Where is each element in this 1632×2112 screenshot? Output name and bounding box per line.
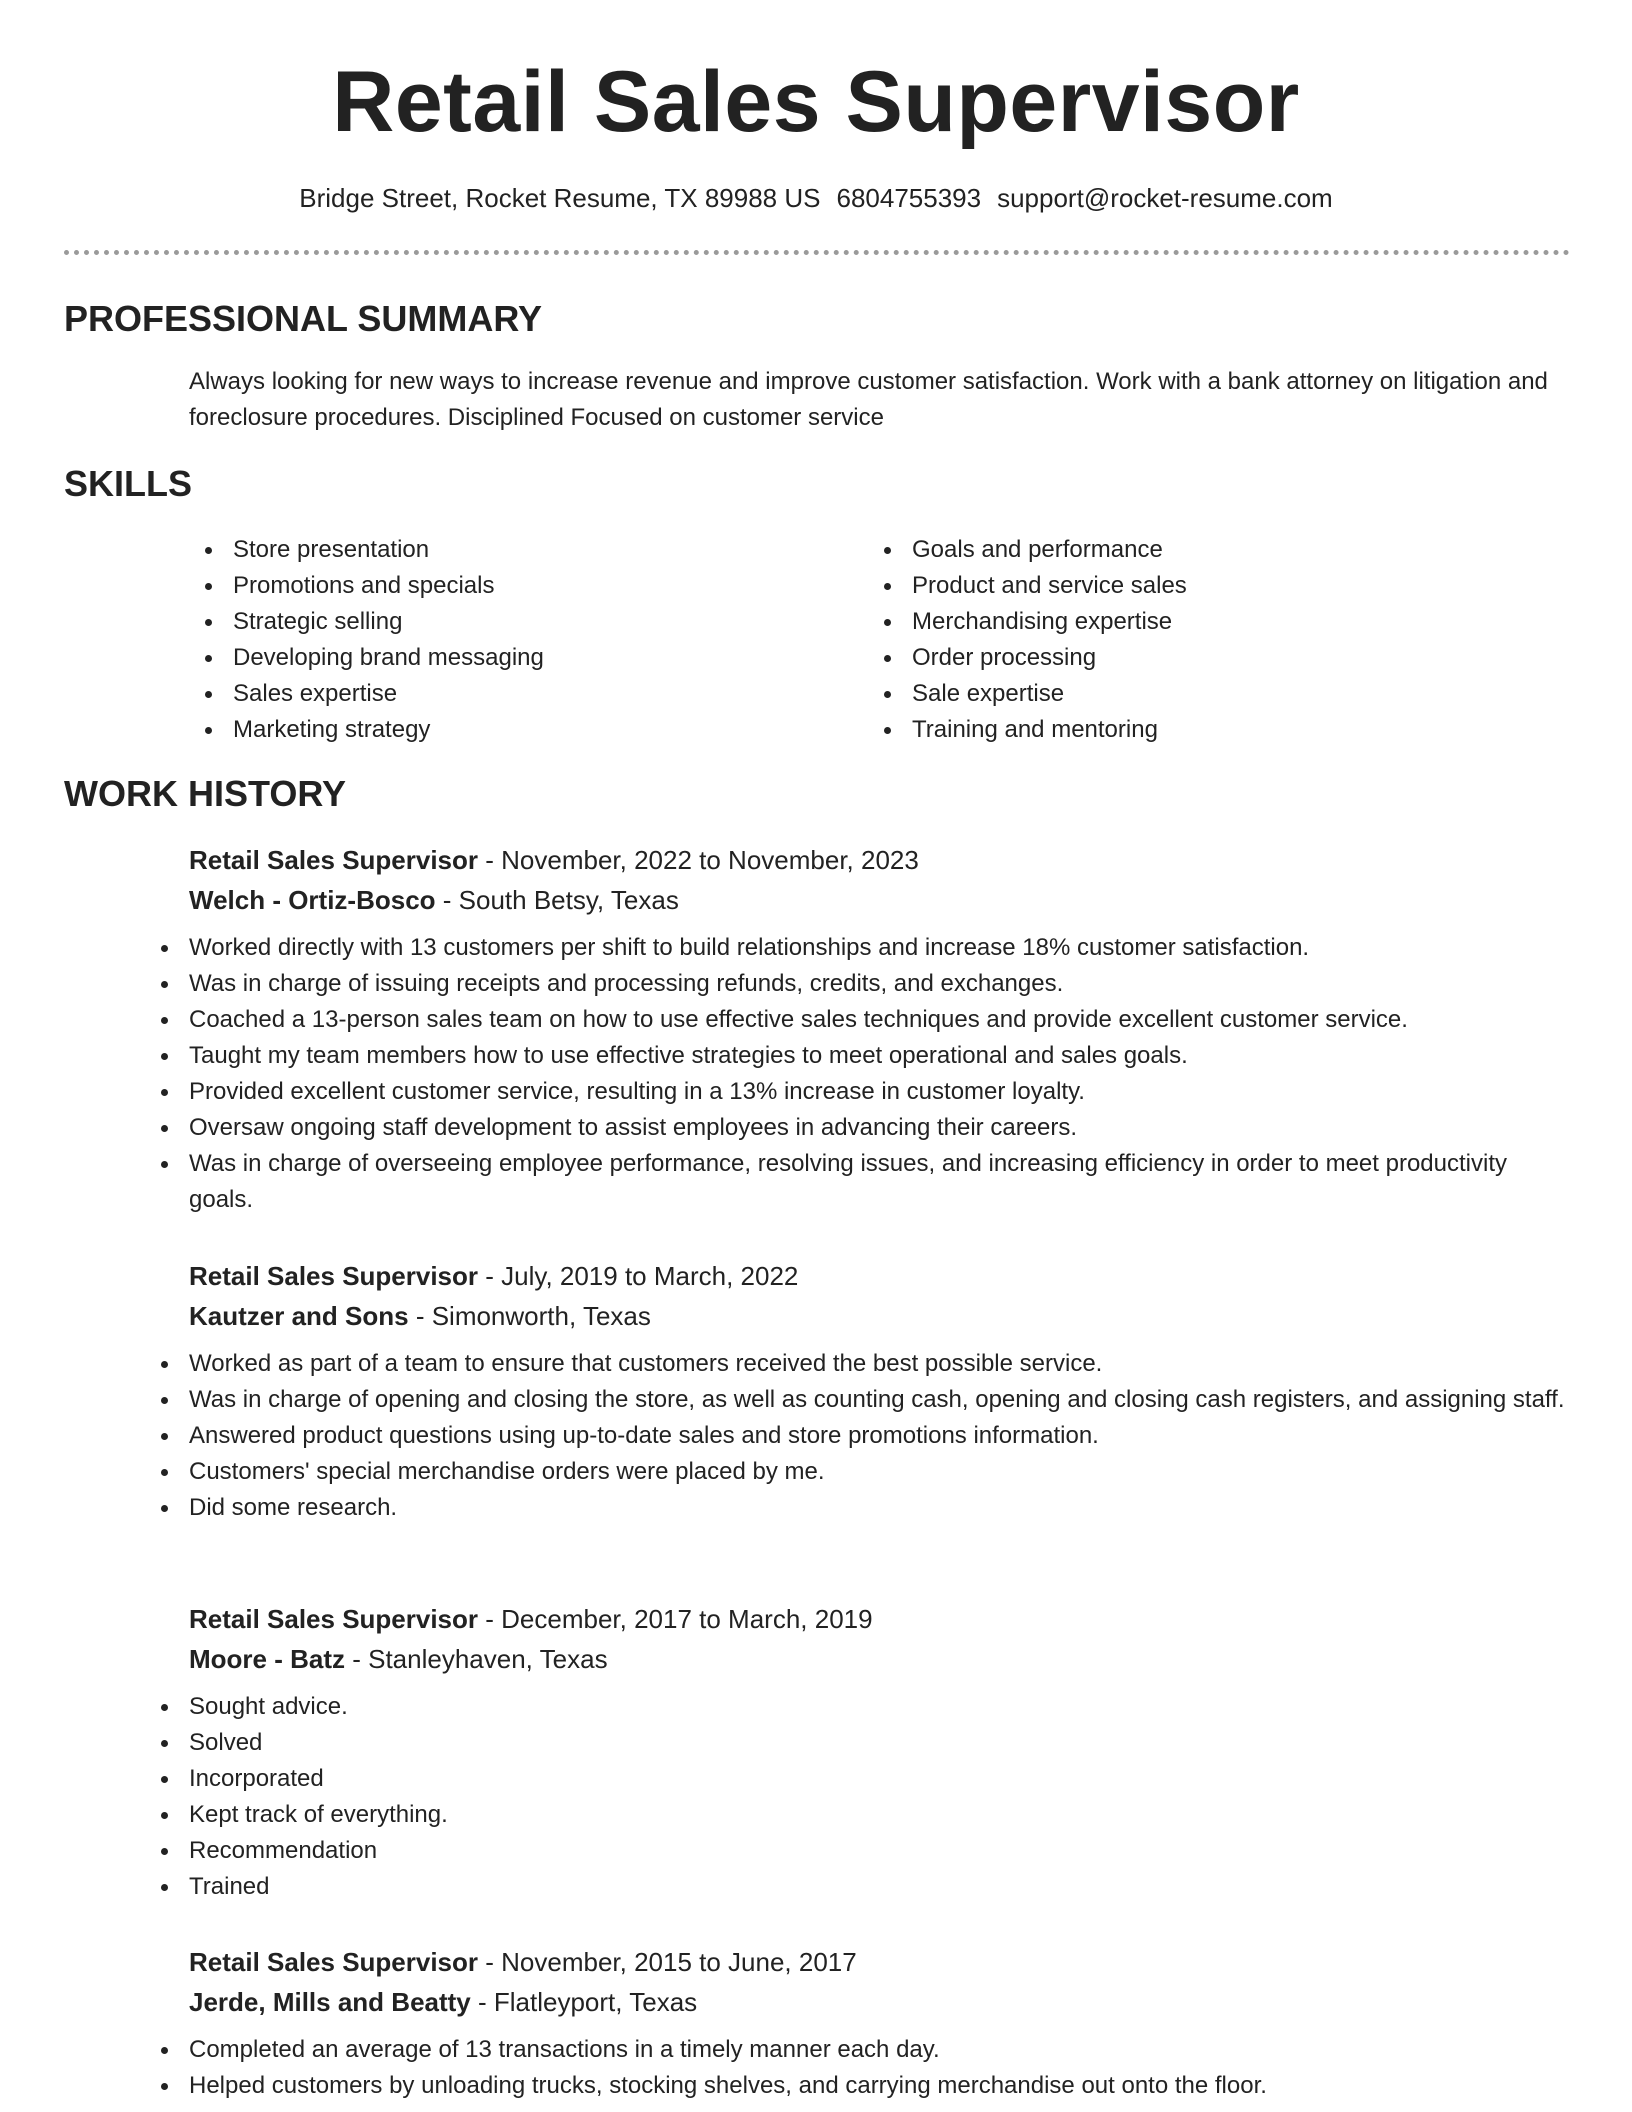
job-entry xyxy=(189,840,1569,1218)
list-item: Promotions and specials xyxy=(189,568,829,604)
list-item: Training and mentoring xyxy=(868,712,1508,748)
job-company-line xyxy=(189,1296,1569,1336)
list-item: Solved xyxy=(145,1725,1569,1761)
list-item: Was in charge of overseeing employee performance, resolving issues, and increasing efficiency in order to meet productivity goals. xyxy=(145,1146,1569,1218)
job-bullets xyxy=(145,2032,1569,2104)
job-location: - South Betsy, Texas xyxy=(435,885,679,915)
contact-address: Bridge Street, Rocket Resume, TX 89988 US xyxy=(299,183,821,213)
work-history-title: WORK HISTORY xyxy=(64,773,347,814)
list-item: Developing brand messaging xyxy=(189,640,829,676)
job-company: Moore - Batz xyxy=(189,1644,345,1674)
job-role: Retail Sales Supervisor xyxy=(189,1604,479,1634)
job-entry xyxy=(189,1599,1569,1905)
contact-phone: 6804755393 xyxy=(836,183,982,213)
list-item: Kept track of everything. xyxy=(145,1797,1569,1833)
job-role: Retail Sales Supervisor xyxy=(189,1261,479,1291)
job-bullets xyxy=(145,930,1569,1218)
list-item: Taught my team members how to use effective strategies to meet operational and sales goals. xyxy=(145,1038,1569,1074)
list-item: Product and service sales xyxy=(868,568,1508,604)
list-item: Completed an average of 13 transactions in a timely manner each day. xyxy=(145,2032,1569,2068)
list-item: Marketing strategy xyxy=(189,712,829,748)
job-entry xyxy=(189,1256,1569,1526)
job-company: Welch - Ortiz-Bosco xyxy=(189,885,436,915)
skills-list-right xyxy=(868,532,1508,748)
list-item: Trained xyxy=(145,1869,1569,1905)
job-company-line xyxy=(189,1982,1569,2022)
list-item: Worked as part of a team to ensure that customers received the best possible service. xyxy=(145,1346,1569,1382)
list-item: Incorporated xyxy=(145,1761,1569,1797)
job-title-line xyxy=(189,1599,1569,1639)
list-item: Recommendation xyxy=(145,1833,1569,1869)
contact-email: support@rocket-resume.com xyxy=(997,183,1333,213)
list-item: Answered product questions using up-to-date sales and store promotions information. xyxy=(145,1418,1569,1454)
list-item: Strategic selling xyxy=(189,604,829,640)
summary-title: PROFESSIONAL SUMMARY xyxy=(64,298,543,339)
job-bullets xyxy=(145,1346,1569,1526)
contact-line xyxy=(0,180,1632,216)
list-item: Was in charge of issuing receipts and processing refunds, credits, and exchanges. xyxy=(145,966,1569,1002)
header-divider xyxy=(64,250,1570,255)
list-item: Sought advice. xyxy=(145,1689,1569,1725)
list-item: Provided excellent customer service, resulting in a 13% increase in customer loyalty. xyxy=(145,1074,1569,1110)
job-company: Kautzer and Sons xyxy=(189,1301,409,1331)
job-bullets xyxy=(145,1689,1569,1905)
job-dates: - July, 2019 to March, 2022 xyxy=(478,1261,799,1291)
job-title-line xyxy=(189,1942,1569,1982)
job-role: Retail Sales Supervisor xyxy=(189,1947,479,1977)
job-company-line xyxy=(189,1639,1569,1679)
list-item: Merchandising expertise xyxy=(868,604,1508,640)
list-item: Helped customers by unloading trucks, stocking shelves, and carrying merchandise out onto the floor. xyxy=(145,2068,1569,2104)
job-company-line xyxy=(189,880,1569,920)
job-role: Retail Sales Supervisor xyxy=(189,845,479,875)
job-title-line xyxy=(189,1256,1569,1296)
job-title-line xyxy=(189,840,1569,880)
list-item: Goals and performance xyxy=(868,532,1508,568)
list-item: Oversaw ongoing staff development to assist employees in advancing their careers. xyxy=(145,1110,1569,1146)
summary-text: Always looking for new ways to increase revenue and improve customer satisfaction. Work with a bank attorney on litigation and foreclosure procedures. Disciplined Focused on customer service xyxy=(189,368,1548,431)
list-item: Store presentation xyxy=(189,532,829,568)
list-item: Sale expertise xyxy=(868,676,1508,712)
job-location: - Simonworth, Texas xyxy=(408,1301,651,1331)
skills-list-left xyxy=(189,532,829,748)
job-location: - Flatleyport, Texas xyxy=(470,1987,698,2017)
list-item: Worked directly with 13 customers per shift to build relationships and increase 18% customer satisfaction. xyxy=(145,930,1569,966)
job-location: - Stanleyhaven, Texas xyxy=(345,1644,608,1674)
list-item: Coached a 13-person sales team on how to use effective sales techniques and provide excellent customer service. xyxy=(145,1002,1569,1038)
job-dates: - November, 2022 to November, 2023 xyxy=(478,845,919,875)
job-company: Jerde, Mills and Beatty xyxy=(189,1987,471,2017)
skills-title: SKILLS xyxy=(64,463,193,504)
list-item: Did some research. xyxy=(145,1490,1569,1526)
job-dates: - December, 2017 to March, 2019 xyxy=(478,1604,873,1634)
job-dates: - November, 2015 to June, 2017 xyxy=(478,1947,857,1977)
list-item: Order processing xyxy=(868,640,1508,676)
resume-name: Retail Sales Supervisor xyxy=(332,54,1300,150)
job-entry xyxy=(189,1942,1569,2104)
list-item: Customers' special merchandise orders were placed by me. xyxy=(145,1454,1569,1490)
list-item: Was in charge of opening and closing the store, as well as counting cash, opening and closing cash registers, and assigning staff. xyxy=(145,1382,1569,1418)
list-item: Sales expertise xyxy=(189,676,829,712)
